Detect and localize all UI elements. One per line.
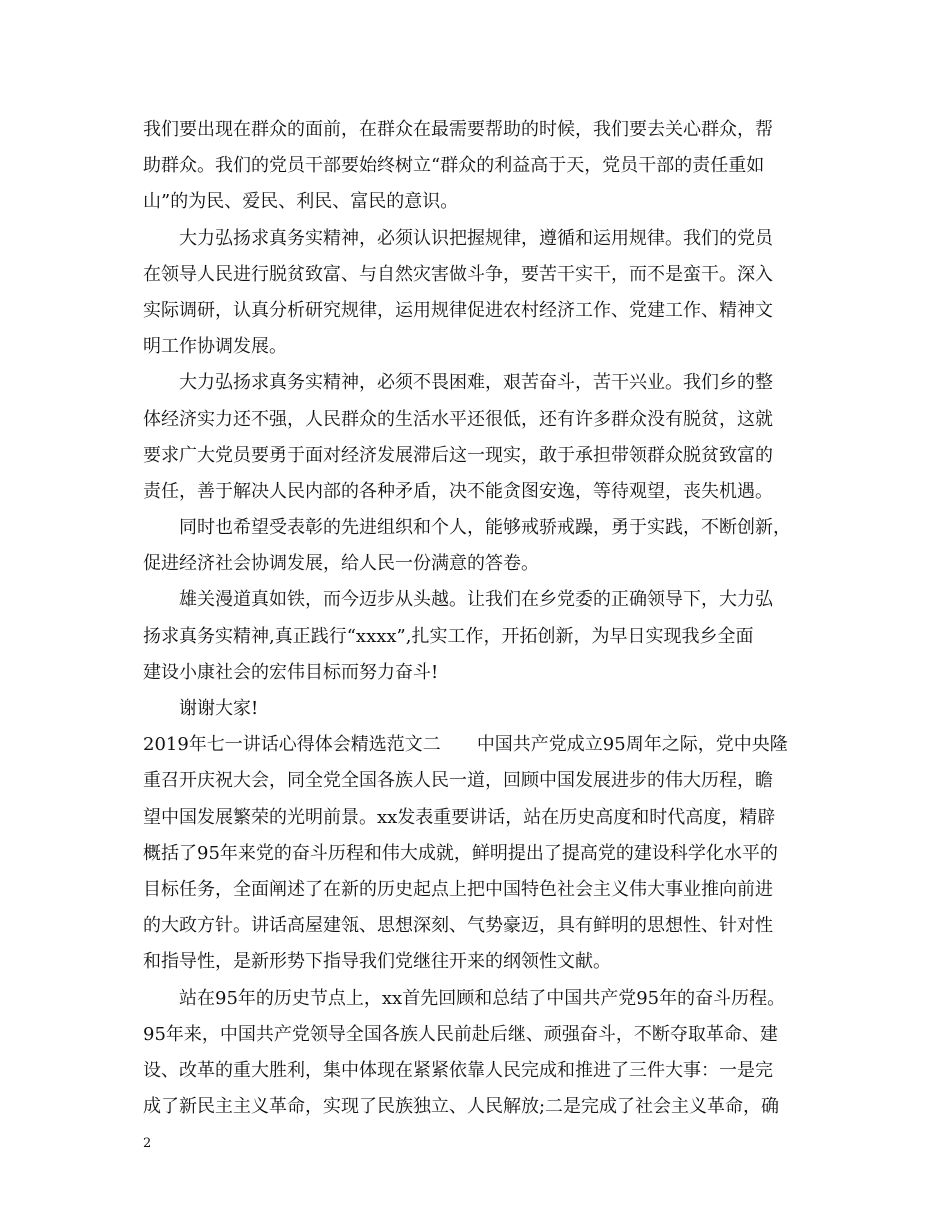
text-line: 重召开庆祝大会，同全党全国各族人民一道，回顾中国发展进步的伟大历程，瞻 [143,770,773,792]
body-text-block-2 [143,763,829,1125]
text-line: 建设小康社会的宏伟目标而努力奋斗! [143,661,439,683]
text-line: 目标任务，全面阐述了在新的历史起点上把中国特色社会主义伟大事业推向前进 [143,878,773,900]
text-line: 在领导人民进行脱贫致富、与自然灾害做斗争，要苦干实干，而不是蛮干。深入 [143,263,773,285]
text-line: 责任，善于解决人民内部的各种矛盾，决不能贪图安逸，等待观望，丧失机遇。 [143,480,773,502]
text-line: 大力弘扬求真务实精神，必须认识把握规律，遵循和运用规律。我们的党员 [179,227,773,249]
text-line: 体经济实力还不强，人民群众的生活水平还很低，还有许多群众没有脱贫，这就 [143,408,773,430]
text-line: 95年来，中国共产党领导全国各族人民前赴后继、顽强奋斗，不断夺取革命、建 [143,1023,778,1045]
article-title: 2019年七一讲话心得体会精选范文二 [143,734,441,756]
text-line: 要求广大党员要勇于面对经济发展滞后这一现实，敢于承担带领群众脱贫致富的 [143,444,773,466]
text-line: 明工作协调发展。 [143,336,287,358]
text-line: 和指导性，是新形势下指导我们党继往开来的纲领性文献。 [143,951,611,973]
text-line: 同时也希望受表彰的先进组织和个人，能够戒骄戒躁，勇于实践，不断创新， [179,517,791,539]
text-line: 助群众。我们的党员干部要始终树立“群众的利益高于天，党员干部的责任重如 [143,155,765,177]
text-line: 概括了95年来党的奋斗历程和伟大成就，鲜明提出了提高党的建设科学化水平的 [143,842,778,864]
text-line: 扬求真务实精神,真正践行“xxxx”,扎实工作，开拓创新，为早日实现我乡全面 [143,625,754,647]
text-line: 促进经济社会协调发展，给人民一份满意的答卷。 [143,553,539,575]
text-line: 雄关漫道真如铁，而今迈步从头越。让我们在乡党委的正确领导下，大力弘 [179,589,773,611]
text-line: 谢谢大家! [179,698,259,719]
page-number: 2 [143,1136,152,1151]
document-body [143,112,829,1125]
text-line: 实际调研，认真分析研究规律，运用规律促进农村经济工作、党建工作、精神文 [143,299,773,321]
text-line: 成了新民主主义革命，实现了民族独立、人民解放;二是完成了社会主义革命，确 [143,1096,780,1118]
text-line: 站在95年的历史节点上，xx首先回顾和总结了中国共产党95年的奋斗历程。 [179,987,786,1009]
text-line: 的大政方针。讲话高屋建瓴、思想深刻、气势豪迈，具有鲜明的思想性、针对性 [143,915,773,937]
text-line: 我们要出现在群众的面前，在群众在最需要帮助的时候，我们要去关心群众，帮 [143,119,773,140]
text-line: 设、改革的重大胜利，集中体现在紧紧依靠人民完成和推进了三件大事：一是完 [143,1059,773,1081]
article-heading-line [143,727,829,763]
article-title-continuation: 中国共产党成立95周年之际，党中央隆 [476,734,788,756]
text-line: 望中国发展繁荣的光明前景。xx发表重要讲话，站在历史高度和时代高度，精辟 [143,806,776,828]
text-line: 山”的为民、爱民、利民、富民的意识。 [143,191,459,213]
text-line: 大力弘扬求真务实精神，必须不畏困难，艰苦奋斗，苦干兴业。我们乡的整 [179,372,773,394]
body-text-block-1 [143,112,829,727]
